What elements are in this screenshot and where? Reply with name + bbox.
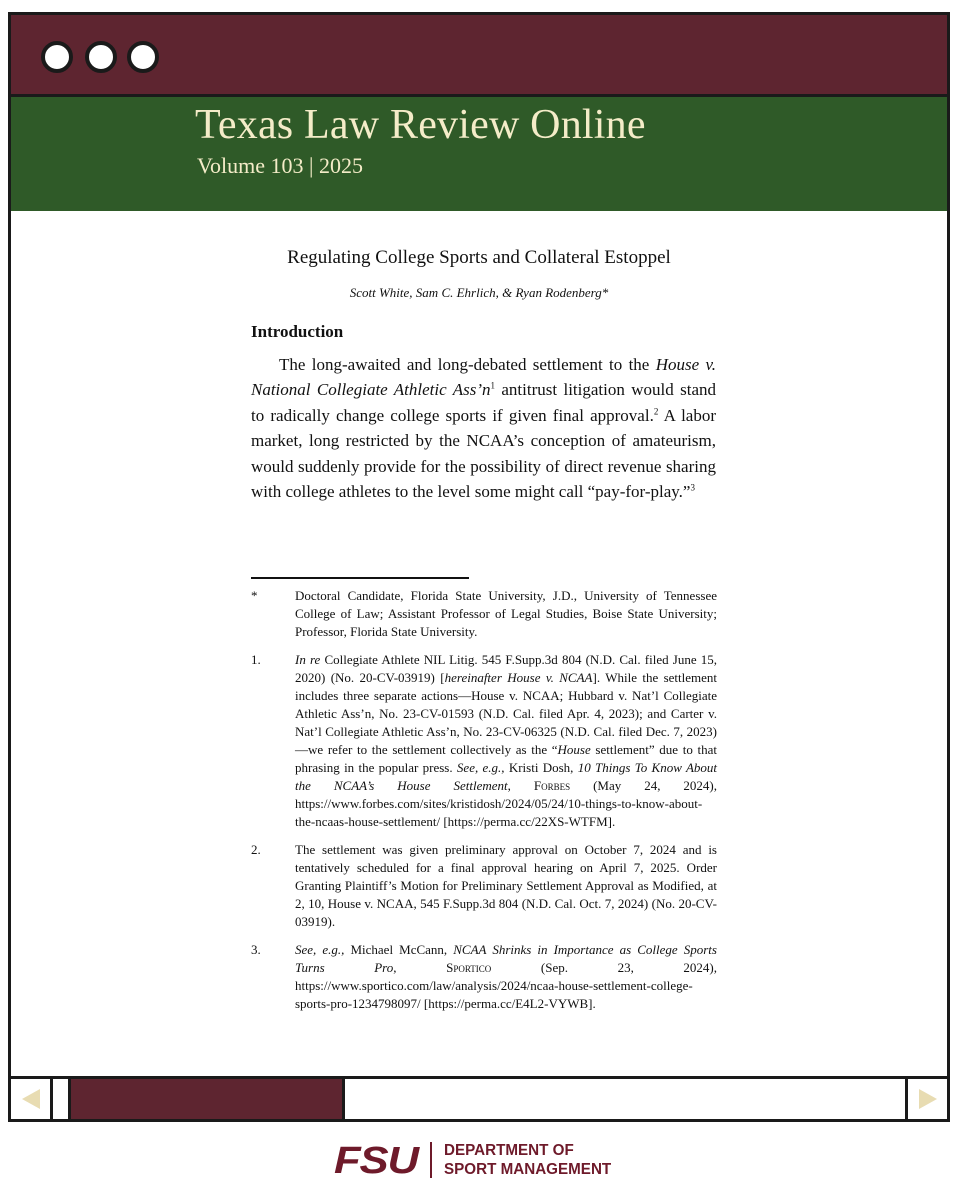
footnote-text: In re Collegiate Athlete NIL Litig. 545 F.Supp.3d 804 (N.D. Cal. filed June 15, 2020) (No. 20-CV-03919) [hereinafter House v. NCAA]. While the settlement includes three separate actions—House v. NCAA; Hubbard v. Nat’l Collegiate Athletic Ass’n, No. 23-CV-01593 (N.D. Cal. filed Apr. 4, 2023); and Carter v. Nat’l Collegiate Athletic Ass’n, No. 23-CV-06325 (N.D. Cal. filed Dec. 7, 2023)—we refer to the settlement collectively as the “House settlement” due to that phrasing in the popular press. See, e.g., Kristi Dosh, 10 Things To Know About the NCAA’s House Settlement, Forbes (May 24, 2024), https://www.forbes.com/sites/kristidosh/2024/05/24/10-things-to-know-about-the-ncaas-house-settlement/ [https://perma.cc/22XS-WTFM]. <box>295 652 718 829</box>
footnote-text: The settlement was given preliminary approval on October 7, 2024 and is tentatively scheduled for a final approval hearing on April 7, 2025. Order Granting Plaintiff’s Motion for Preliminary Settlement Approval as Modified, at 2, 10, House v. NCAA, 545 F.Supp.3d 804 (N.D. Cal. Oct. 7, 2024) (No. 20-CV-03919). <box>295 842 717 929</box>
journal-volume: Volume 103 | 2025 <box>197 153 363 178</box>
journal-masthead <box>11 97 947 211</box>
minimize-dot[interactable] <box>85 41 117 73</box>
fsu-sport-management-logo <box>334 1138 634 1180</box>
footnote-ref-1[interactable]: 1 <box>490 380 495 391</box>
footnote-star <box>251 587 717 641</box>
department-name <box>444 1141 611 1179</box>
journal-title: Texas Law Review Online <box>195 102 646 148</box>
paragraph-text: A labor market, long restricted by the NCAA’s conception of amateurism, would suddenly provide for the possibility of direct revenue sharing with college athletes to the level some might call “pay-for-play.” <box>251 405 716 502</box>
logo-divider <box>430 1142 432 1178</box>
article-authors: Scott White, Sam C. Ehrlich, & Ryan Rodenberg* <box>349 285 609 300</box>
scroll-track-start[interactable] <box>53 1079 71 1119</box>
footnote-text: See, e.g., Michael McCann, NCAA Shrinks in Importance as College Sports Turns Pro, Sportico (Sep. 23, 2024), https://www.sportico.com/law/analysis/2024/ncaa-house-settlement-college-sports-pro-1234798097/ [https://perma.cc/E4L2-VYWB]. <box>295 942 717 1011</box>
footnote-marker: 2. <box>251 842 261 857</box>
footnote-ref-2[interactable]: 2 <box>653 406 659 417</box>
footnote-3 <box>251 941 717 1013</box>
footnote-marker: * <box>251 588 258 603</box>
close-dot[interactable] <box>41 41 73 73</box>
footnote-2 <box>251 841 717 931</box>
footnotes <box>251 587 717 1023</box>
scroll-thumb[interactable] <box>71 1079 345 1119</box>
triangle-right-icon <box>917 1087 939 1111</box>
footnote-marker: 1. <box>251 652 261 667</box>
scroll-right-button[interactable] <box>905 1079 947 1119</box>
footnote-1 <box>251 651 717 831</box>
title-bar <box>11 15 947 97</box>
department-line-1: DEPARTMENT OF <box>444 1142 574 1159</box>
horizontal-scrollbar[interactable] <box>8 1076 950 1122</box>
scroll-left-button[interactable] <box>11 1079 53 1119</box>
triangle-left-icon <box>20 1087 42 1111</box>
fsu-wordmark: FSU <box>334 1140 418 1182</box>
paragraph-text: The long-awaited and long-debated settlement to the <box>279 355 656 374</box>
footnote-link-text[interactable]: (May 24, 2024), https://www.forbes.com/sites/kristidosh/2024/05/24/10-things-to-know-about-the-ncaas-house-settlement/ [https://perma.cc/22XS-WTFM]. <box>295 778 718 829</box>
paragraph-text: antitrust litigation would stand to radically change college sports if given final approval. <box>251 380 716 425</box>
department-line-2: SPORT MANAGEMENT <box>444 1161 612 1178</box>
section-heading: Introduction <box>251 322 344 341</box>
article-title: Regulating College Sports and Collateral Estoppel <box>287 247 671 268</box>
document-page <box>11 211 947 1077</box>
case-name: House v. National Collegiate Athletic Ass’n <box>251 355 716 400</box>
footnote-text: Doctoral Candidate, Florida State University, J.D., University of Tennessee College of Law; Assistant Professor of Legal Studies, Boise State University; Professor, Florida State University. <box>295 588 717 639</box>
footnote-divider <box>251 577 469 579</box>
footnote-link-text[interactable]: (Sep. 23, 2024), https://www.sportico.com/law/analysis/2024/ncaa-house-settlement-college-sports-pro-1234798097/ [https://perma.cc/E4L2-VYWB]. <box>295 960 717 1011</box>
footnote-marker: 3. <box>251 942 261 957</box>
footnote-ref-3[interactable]: 3 <box>690 482 695 493</box>
intro-paragraph <box>251 352 716 504</box>
maximize-dot[interactable] <box>127 41 159 73</box>
browser-window <box>8 12 950 1122</box>
